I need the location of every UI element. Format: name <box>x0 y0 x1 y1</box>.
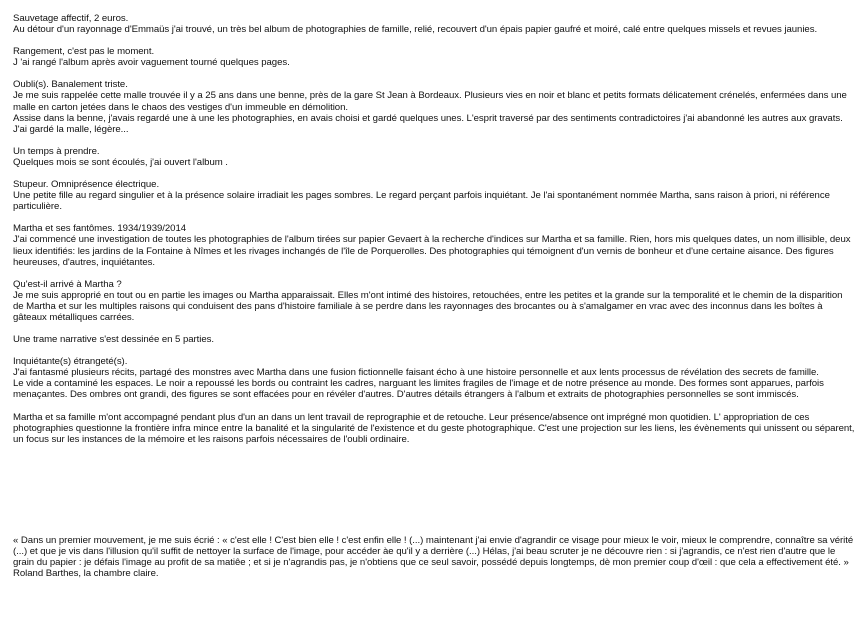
section-paragraph: Martha et sa famille m'ont accompagné pendant plus d'un an dans un lent travail de reprographie et de retouche. Leur présence/absence ont imprégné mon quotidien. L' appropriation de ces photographies questionne la frontière infra mince entre la banalité et la singularité de l'existence et du geste photographique. C'est une projection sur les liens, les évènements qui unissent ou séparent, un focus sur les instances de la mémoire et les raisons parfois nécessaires de l'oubli ordinaire. <box>13 411 855 445</box>
section-heading: Oubli(s). Banalement triste. <box>13 79 128 91</box>
barthes-quote <box>13 535 855 579</box>
section-paragraph: J'ai fantasmé plusieurs récits, partagé des monstres avec Martha dans une fusion fictionnelle faisant écho à une histoire personnelle et aux lents processus de révélation des secrets de famille. <box>13 367 819 379</box>
section-fantomes <box>13 223 855 267</box>
section-heading: Un temps à prendre. <box>13 145 100 157</box>
section-oubli <box>13 79 855 134</box>
section-paragraph: Une petite fille au regard singulier et à la présence solaire irradiait les pages sombres. Le regard perçant parfois inquiétant. Je l'ai spontanément nommée Martha, sans raison à priori, ni référence particulière. <box>13 190 830 213</box>
section-heading: Sauvetage affectif, 2 euros. <box>13 13 129 24</box>
section-paragraph: Assise dans la benne, j'avais regardé une à une les photographies, en avais choisi et gardé quelques unes. L'esprit traversé par des sentiments contradictoires j'ai abandonné les autres aux gravats. <box>13 112 843 124</box>
quote-text: « Dans un premier mouvement, je me suis écrié : « c'est elle ! C'est bien elle ! c'est enfin elle ! (...) maintenant j'ai envie d'agrandir ce visage pour mieux le voir, mieux le comprendre, connaître sa vérité (...) et que je vis dans l'illusion qu'il suffit de nettoyer la surface de l'image, pour accéder àe qu'il y a derrière (...) Hélas, j'ai beau scruter je ne découvre rien : si j'agrandis, ce n'est rien d'autre que le grain du papier : je défais l'image au profit de sa matiêe ; et si je n'agrandis pas, je n'obtiens que ce seul savoir, possédé depuis longtemps, dè mon premier coup d'œil : que cela a effectivement été. » <box>13 535 854 569</box>
section-paragraph: J'ai gardé la malle, légère... <box>13 123 129 135</box>
section-sauvetage <box>13 13 855 35</box>
section-heading: Inquiétante(s) étrangeté(s). <box>13 356 128 368</box>
section-paragraph: Je me suis approprié en tout ou en partie les images ou Martha apparaissait. Elles m'ont intimé des histoires, retouchées, entre les petites et la grande sur la temporalité et le chemin de la disparition de Martha et sur les multiples raisons qui conduisent des pans d'histoire familiale à se perdre dans les rayonnages des brocantes ou à s'amalgamer en vrac avec des inconnus dans les boîtes à gâteaux métalliques carrées. <box>13 289 843 323</box>
section-conclusion <box>13 412 855 445</box>
section-rangement <box>13 46 855 68</box>
section-paragraph: Au détour d'un rayonnage d'Emmaüs j'ai trouvé, un très bel album de photographies de famille, relié, recouvert d'un épais papier gaufré et moiré, calé entre quelques missels et revues jaunies. <box>13 24 818 36</box>
quote-attribution: Roland Barthes, la chambre claire. <box>13 568 159 580</box>
section-paragraph: Je me suis rappelée cette malle trouvée il y a 25 ans dans une benne, près de la gare St Jean à Bordeaux. Plusieurs vies en noir et blanc et petits formats délicatement crénelés, enfermées dans une malle en carton jetées dans le chaos des vestiges d'un immeuble en démolition. <box>13 90 847 113</box>
section-paragraph: J'ai commencé une investigation de toutes les photographies de l'album tirées sur papier Gevaert à la recherche d'indices sur Martha et sa famille. Rien, hors mis quelques dates, un nom illisible, deux lieux identifiés: les jardins de la Fontaine à Nîmes et les rivages inchangés de l'île de Porquerolles. Des photographies qui témoignent d'un vernis de bonheur et d'une certaine aisance. Des figures heureuses, d'autres, inquiétantes. <box>13 234 851 268</box>
section-inquietante <box>13 356 855 400</box>
section-paragraph: J 'ai rangé l'album après avoir vaguement tourné quelques pages. <box>13 57 290 69</box>
section-heading: Qu'est-il arrivé à Martha ? <box>13 278 122 290</box>
section-paragraph: Une trame narrative s'est dessinée en 5 parties. <box>13 334 215 346</box>
section-temps <box>13 146 855 168</box>
section-paragraph: Quelques mois se sont écoulés, j'ai ouvert l'album . <box>13 156 228 168</box>
text-body <box>13 13 855 456</box>
section-arrive <box>13 279 855 323</box>
section-heading: Rangement, c'est pas le moment. <box>13 46 155 58</box>
section-stupeur <box>13 179 855 212</box>
section-trame <box>13 334 855 345</box>
section-heading: Martha et ses fantômes. 1934/1939/2014 <box>13 223 187 235</box>
section-paragraph: Le vide a contaminé les espaces. Le noir a repoussé les bords ou contraint les cadres, narguant les limites fragiles de l'image et de notre présence au monde. Des formes sont apparues, parfois menaçantes. Des ombres ont grandi, des figures se sont effacées pour en révéler d'autres. D'autres détails étrangers à l'album et extraits de photographies personnelles se sont immiscés. <box>13 378 824 401</box>
section-heading: Stupeur. Omniprésence électrique. <box>13 179 160 191</box>
